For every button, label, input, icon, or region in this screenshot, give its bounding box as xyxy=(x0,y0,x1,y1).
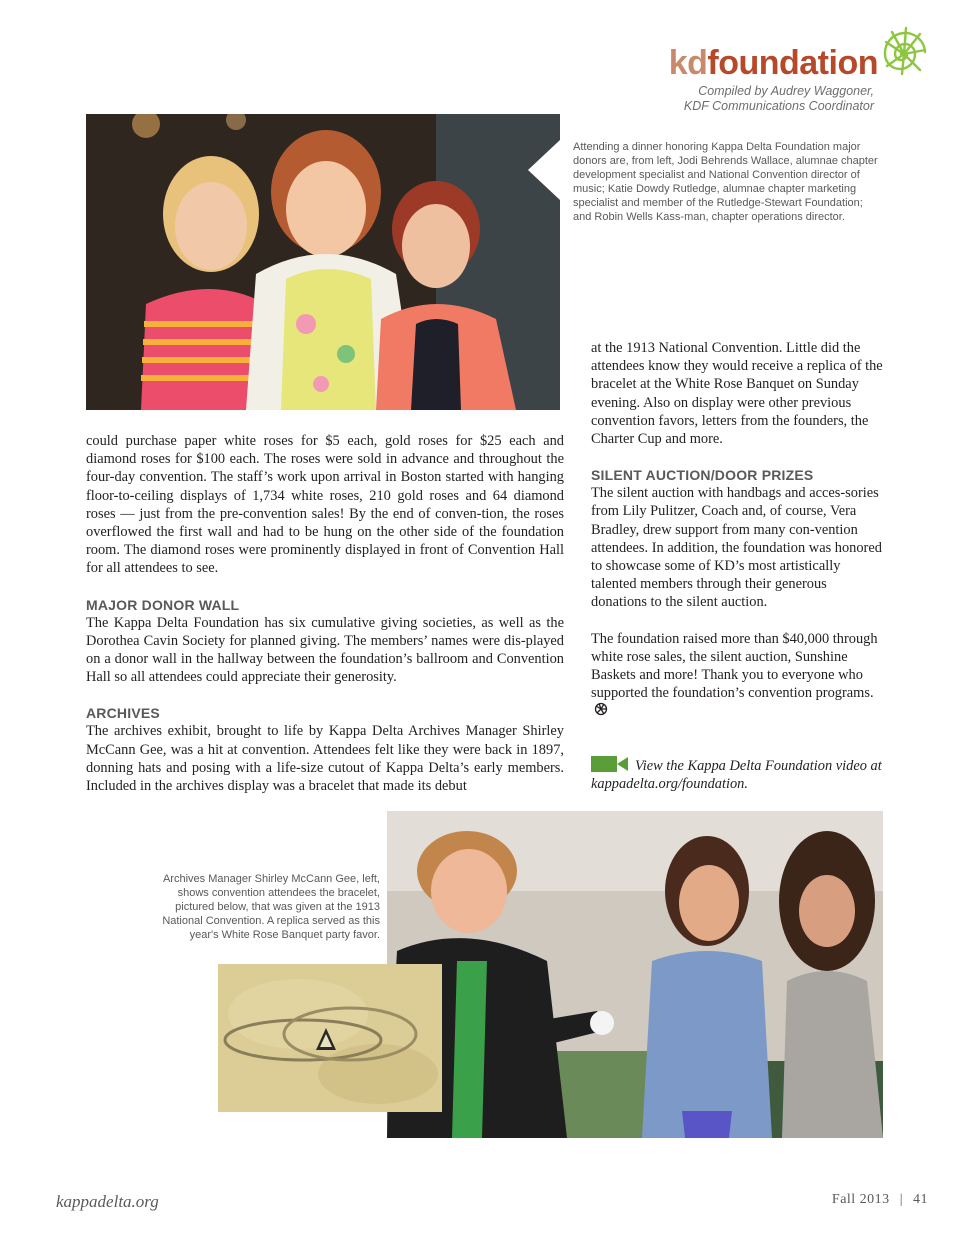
paragraph-silent-auction: The silent auction with handbags and acces-sories from Lily Pulitzer, Coach and, of course, Vera Bradley, drew support from many con-vention attendees. In addition, the foundation was honored to showcase some of KD’s most artistically talented members through their generous donations to the silent auction. xyxy=(591,485,882,611)
paragraph-archives: The archives exhibit, brought to life by Kappa Delta Archives Manager Shirley McCann Gee, was a hit at convention. Attendees felt like they were back in 1897, donning hats and posing with a life-size cutout of Kappa Delta’s early members. Included in the archives display was a bracelet that made its debut xyxy=(86,723,564,795)
issue-label: Fall 2013 xyxy=(831,1192,890,1207)
nautilus-shell-icon xyxy=(878,24,930,82)
paragraph-closing xyxy=(591,630,883,721)
byline-line-2: KDF Communications Coordinator xyxy=(683,99,874,113)
byline-line-1: Compiled by Audrey Waggoner, xyxy=(698,84,874,98)
byline xyxy=(684,84,874,114)
logo-foundation: foundation xyxy=(707,44,878,82)
paragraph-roses: could purchase paper white roses for $5 each, gold roses for $25 each and diamond roses for $100 each. The roses were sold in advance and throughout the four-day convention. The staff’s work upon arrival in Boston started with hanging floor-to-ceiling displays of 1,734 white roses, 210 gold roses and 64 diamond roses — just from the pre-convention sales! By the end of conven-tion, the roses overflowed the first wall and had to be hung on the other side of the foundation room. The diamond roses were prominently displayed in front of Convention Hall for all attendees to see. xyxy=(86,433,564,577)
photo-archives-exhibit xyxy=(387,811,883,1138)
masthead xyxy=(640,22,940,117)
footer-separator: | xyxy=(899,1192,903,1207)
footer-website: kappadelta.org xyxy=(56,1192,159,1211)
article-left-column xyxy=(86,432,564,795)
video-link-text[interactable]: View the Kappa Delta Foundation video at kappadelta.org/foundation. xyxy=(591,758,882,793)
heading-silent-auction: SILENT AUCTION/DOOR PRIZES xyxy=(591,467,814,484)
closing-text: The foundation raised more than $40,000 through white rose sales, the silent auction, Sunshine Baskets and more! Thank you to everyone who supported the foundation’s convention programs. xyxy=(591,630,878,702)
caption-pointer xyxy=(528,140,560,200)
logo-kd: kd xyxy=(668,44,708,82)
photo-donor-dinner xyxy=(86,114,560,410)
heading-major-donor-wall: MAJOR DONOR WALL xyxy=(86,596,240,613)
video-callout[interactable] xyxy=(591,756,891,793)
caption-donor-dinner: Attending a dinner honoring Kappa Delta Foundation major donors are, from left, Jodi Behrends Wallace, alumnae chapter development specialist and National Convention director of music; Katie Dowdy Rutledge, alumnae chapter marketing specialist and member of the Rutledge-Stewart Foundation; and Robin Wells Kass-man, chapter operations director. xyxy=(573,141,878,223)
video-camera-icon xyxy=(591,756,629,772)
paragraph-bracelet-continued: at the 1913 National Convention. Little did the attendees know they would receive a replica of the bracelet at the White Rose Banquet on Sunday evening. Also on display were other previous convention favors, letters from the founders, the Charter Cup and more. xyxy=(591,340,883,448)
kd-foundation-logo xyxy=(669,46,878,80)
shell-end-mark-icon xyxy=(594,702,608,716)
photo-bracelet xyxy=(218,964,442,1112)
caption-archives-bracelet: Archives Manager Shirley McCann Gee, left, shows convention attendees the bracelet, pictured below, that was given at the 1913 National Convention. A replica served as this year's White Rose Banquet party favor. xyxy=(162,873,380,941)
page-number: 41 xyxy=(913,1192,928,1207)
heading-archives: ARCHIVES xyxy=(86,705,160,722)
article-right-column xyxy=(591,339,883,721)
paragraph-donor-wall: The Kappa Delta Foundation has six cumulative giving societies, as well as the Dorothea Cavin Society for planned giving. The members’ names were dis-played on a donor wall in the hallway between the foundation’s ballroom and Convention Hall so all attendees could appreciate their generosity. xyxy=(86,614,564,686)
footer-issue xyxy=(832,1192,928,1208)
